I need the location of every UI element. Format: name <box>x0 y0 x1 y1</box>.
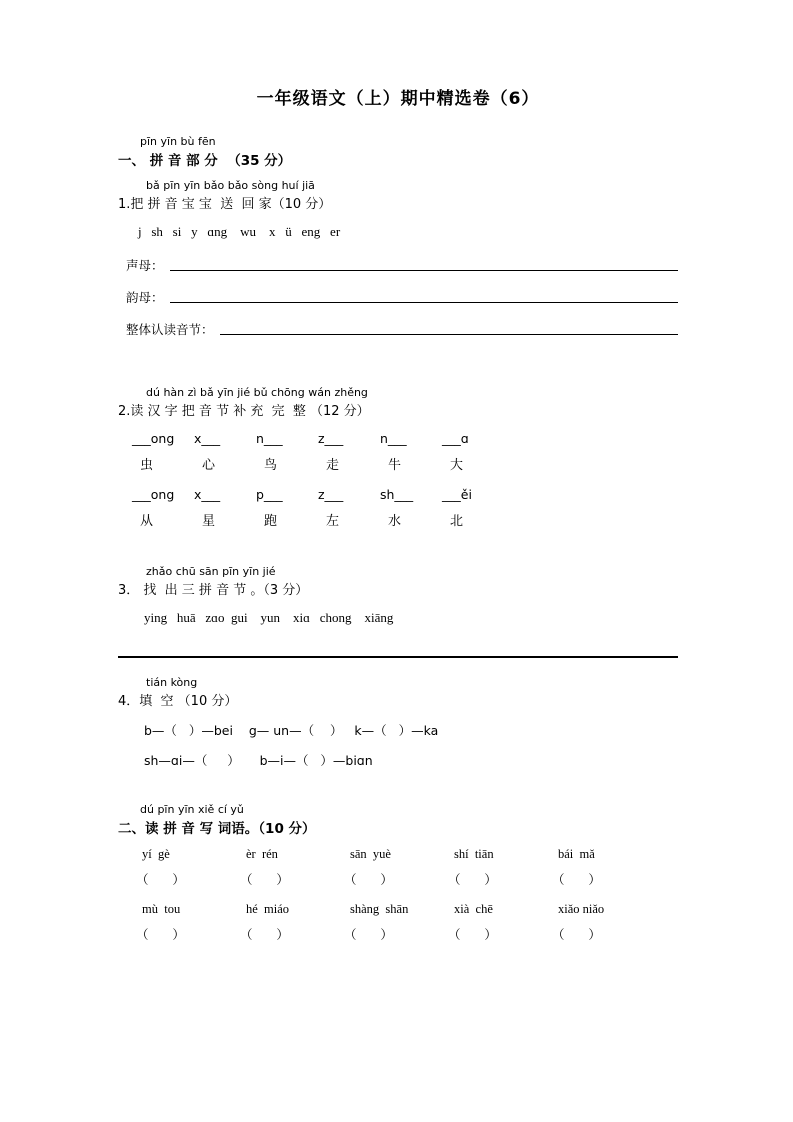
q2-row1-blanks <box>118 431 678 446</box>
page-content <box>118 84 678 957</box>
q1-blank-zhengti <box>118 320 678 338</box>
q2-r1-han3: 鸟 <box>264 458 278 473</box>
q1-blank-yunmu <box>118 288 678 306</box>
q2-r2-c4[interactable]: z___ <box>318 487 344 502</box>
s2-r2-py4: xià chē <box>454 902 493 916</box>
q2-r1-han5: 牛 <box>388 458 402 473</box>
page-title: 一年级语文（上）期中精选卷（6） <box>256 89 540 109</box>
q2-row1-hanzi <box>118 454 678 473</box>
q1-blank-yunmu-rule[interactable] <box>170 302 678 303</box>
s2-r1-py1: yí gè <box>142 847 170 861</box>
q2-r1-c1[interactable]: ___ong <box>132 431 175 446</box>
section-divider <box>118 656 678 658</box>
q2-row2-blanks <box>118 487 678 502</box>
q2-heading: 2.读 汉 字 把 音 节 补 充 完 整 （12 分） <box>118 404 370 419</box>
q1-blank-yunmu-label: 韵母： <box>126 290 164 305</box>
q3-syllables[interactable]: ying huā zɑo gui yun xiɑ chong xiāng <box>144 610 394 625</box>
section1-heading: 一、 拼 音 部 分 （35 分） <box>118 153 292 169</box>
q3-pinyin: zhǎo chū sān pīn yīn jié <box>146 565 276 578</box>
q2-r2-c3[interactable]: p___ <box>256 487 283 502</box>
q2-r1-c6[interactable]: ___ɑ <box>442 431 469 446</box>
q4-heading: 4．填 空 （10 分） <box>118 694 238 709</box>
q1-blank-zhengti-rule[interactable] <box>220 334 678 335</box>
s2-r2-br5[interactable]: （ ） <box>552 927 601 942</box>
q2-r1-han2: 心 <box>202 458 216 473</box>
s2-r1-br5[interactable]: （ ） <box>552 872 601 887</box>
q2-r2-han2: 星 <box>202 514 216 529</box>
q2-r2-han1: 从 <box>140 514 154 529</box>
q1-pinyin: bǎ pīn yīn bǎo bǎo sòng huí jiā <box>146 179 315 192</box>
q2-r1-c3[interactable]: n___ <box>256 431 283 446</box>
s2-r2-py1: mù tou <box>142 902 181 916</box>
section2-row2-pinyin <box>118 902 678 917</box>
q3-heading: 3． 找 出 三 拼 音 节 。（3 分） <box>118 583 309 598</box>
s2-r1-br4[interactable]: （ ） <box>448 872 497 887</box>
q2-r1-c2[interactable]: x___ <box>194 431 221 446</box>
s2-r1-py4: shí tiān <box>454 847 494 861</box>
s2-r2-br2[interactable]: （ ） <box>240 927 289 942</box>
q2-pinyin: dú hàn zì bǎ yīn jié bǔ chōng wán zhěng <box>146 386 368 399</box>
q4-pinyin: tián kòng <box>146 676 198 689</box>
s2-r1-br1[interactable]: （ ） <box>136 872 185 887</box>
s2-r2-br3[interactable]: （ ） <box>344 927 393 942</box>
section1-pinyin: pīn yīn bù fēn <box>140 135 216 148</box>
q2-r1-han6: 大 <box>450 458 464 473</box>
q2-r2-c6[interactable]: ___ěi <box>442 487 472 502</box>
q1-blank-shengmu <box>118 256 678 274</box>
q2-r2-han6: 北 <box>450 514 464 529</box>
q2-r1-c4[interactable]: z___ <box>318 431 344 446</box>
q2-r2-han3: 跑 <box>264 514 278 529</box>
s2-r1-br3[interactable]: （ ） <box>344 872 393 887</box>
s2-r2-py2: hé miáo <box>246 902 290 916</box>
s2-r1-py2: èr rén <box>246 847 278 861</box>
section2-row2-brackets <box>118 925 678 943</box>
section2-row1-brackets <box>118 870 678 888</box>
q2-r1-han4: 走 <box>326 458 340 473</box>
q4-line2[interactable]: sh—ɑi—（ ） b—i—（ ）—biɑn <box>144 753 373 768</box>
q1-blank-shengmu-label: 声母： <box>126 258 164 273</box>
q1-heading: 1.把 拼 音 宝 宝 送 回 家（10 分） <box>118 197 332 212</box>
section2-row1-pinyin <box>118 847 678 862</box>
q2-r2-han4: 左 <box>326 514 340 529</box>
q2-r2-han5: 水 <box>388 514 402 529</box>
q1-blank-zhengti-label: 整体认读音节： <box>126 322 214 337</box>
section2-heading: 二、读 拼 音 写 词语。（10 分） <box>118 821 316 837</box>
spacer <box>118 352 678 386</box>
s2-r2-br4[interactable]: （ ） <box>448 927 497 942</box>
q2-r1-han1: 虫 <box>140 458 154 473</box>
s2-r1-py3: sān yuè <box>350 847 391 861</box>
s2-r1-br2[interactable]: （ ） <box>240 872 289 887</box>
s2-r2-br1[interactable]: （ ） <box>136 927 185 942</box>
q2-r2-c5[interactable]: sh___ <box>380 487 414 502</box>
spacer <box>118 781 678 803</box>
s2-r1-py5: bái mǎ <box>558 847 595 861</box>
q4-line1[interactable]: b—（ ）—bei g— un—（ ） k—（ ）—ka <box>144 723 439 738</box>
q1-blank-shengmu-rule[interactable] <box>170 270 678 271</box>
q2-r2-c2[interactable]: x___ <box>194 487 221 502</box>
s2-r2-py5: xiǎo niǎo <box>558 902 605 916</box>
q1-syllables: j sh si y ɑng wu x ü eng er <box>138 224 341 239</box>
q2-row2-hanzi <box>118 510 678 529</box>
q2-r2-c1[interactable]: ___ong <box>132 487 175 502</box>
spacer <box>118 543 678 565</box>
s2-r2-py3: shàng shān <box>350 902 409 916</box>
section2-pinyin: dú pīn yīn xiě cí yǔ <box>140 803 244 816</box>
q2-r1-c5[interactable]: n___ <box>380 431 407 446</box>
